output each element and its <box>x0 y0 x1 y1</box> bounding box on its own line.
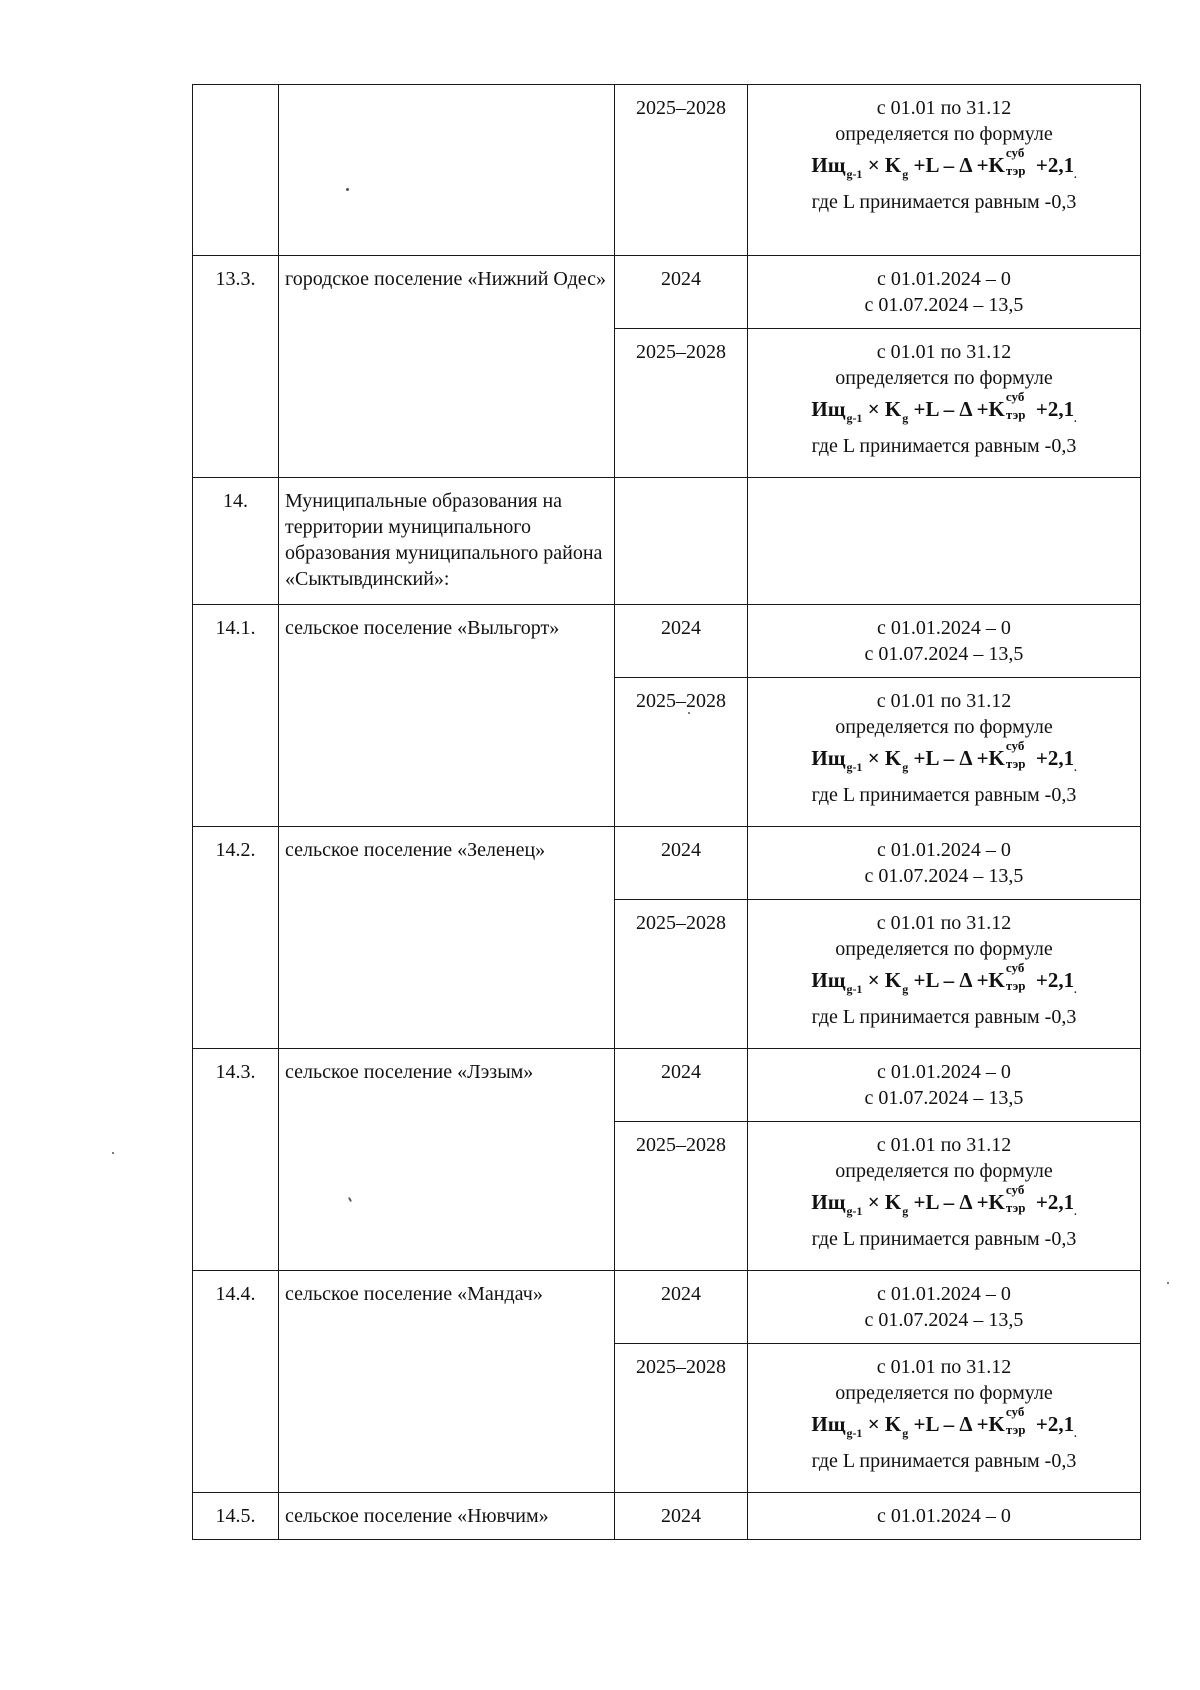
value-line: определяется по формуле <box>835 716 1053 738</box>
formula-superscript: суб <box>1005 145 1025 161</box>
value-cell <box>748 827 1141 900</box>
formula-subscript: . <box>1074 763 1077 774</box>
value-cell <box>748 1049 1141 1122</box>
value-cell <box>748 1271 1141 1344</box>
formula-term: +2,1 <box>1035 1412 1075 1436</box>
formula <box>754 960 1134 1002</box>
value-line: с 01.01 по 31.12 <box>876 1356 1012 1378</box>
value-cell <box>748 256 1141 329</box>
value-line: где L принимается равным -0,3 <box>811 435 1077 457</box>
row-number-cell: 14.5. <box>193 1493 279 1540</box>
municipality-name-cell: сельское поселение «Мандач» <box>279 1271 615 1493</box>
table-row <box>193 605 1141 678</box>
formula-term: +K <box>976 1412 1005 1436</box>
formula-term: K <box>884 968 902 992</box>
formula-subscript: g-1 <box>846 760 863 774</box>
formula-term: K <box>884 397 902 421</box>
formula-term: +K <box>976 968 1005 992</box>
period-cell: 2025–2028 <box>615 85 748 256</box>
value-cell <box>748 605 1141 678</box>
formula-subscript: тэр <box>1005 407 1026 423</box>
formula-supsub <box>1005 389 1036 426</box>
formula-term: +L <box>913 746 939 770</box>
table-row <box>193 827 1141 900</box>
value-line: с 01.07.2024 – 13,5 <box>864 294 1024 316</box>
formula-subscript: . <box>1074 170 1077 181</box>
formula-term: Ищ <box>811 746 846 770</box>
formula-term: Ищ <box>811 1412 846 1436</box>
formula-subscript: g <box>902 982 909 996</box>
formula-subscript: тэр <box>1005 1422 1026 1438</box>
formula-superscript: суб <box>1005 1182 1025 1198</box>
formula-term: Ищ <box>811 1190 846 1214</box>
value-cell <box>748 900 1141 1049</box>
formula-term: × <box>867 968 880 992</box>
value-line: с 01.01.2024 – 0 <box>877 1505 1011 1527</box>
formula-term: – Δ <box>943 1412 972 1436</box>
value-cell <box>748 1122 1141 1271</box>
value-line: с 01.01 по 31.12 <box>876 912 1012 934</box>
period-cell: 2025–2028 <box>615 329 748 478</box>
formula-term: Ищ <box>811 153 846 177</box>
value-line: где L принимается равным -0,3 <box>811 1006 1077 1028</box>
formula-term: +L <box>913 1412 939 1436</box>
value-line: определяется по формуле <box>835 367 1053 389</box>
value-cell <box>748 1493 1141 1540</box>
period-cell: 2024 <box>615 827 748 900</box>
formula-term: +2,1 <box>1035 746 1075 770</box>
table-row <box>193 1049 1141 1122</box>
formula-term: +L <box>913 153 939 177</box>
municipality-name-cell <box>279 85 615 256</box>
value-line: с 01.01.2024 – 0 <box>877 1061 1011 1083</box>
period-cell: 2025–2028 <box>615 1344 748 1493</box>
formula-term: – Δ <box>943 746 972 770</box>
row-number-cell: 13.3. <box>193 256 279 478</box>
formula-supsub <box>1005 1404 1036 1441</box>
row-number-cell: 14.4. <box>193 1271 279 1493</box>
value-line: где L принимается равным -0,3 <box>811 784 1077 806</box>
value-cell <box>748 478 1141 605</box>
formula-superscript: суб <box>1005 389 1025 405</box>
period-cell: 2024 <box>615 605 748 678</box>
scan-speck <box>688 712 690 714</box>
formula-term: +L <box>913 397 939 421</box>
value-line: с 01.07.2024 – 13,5 <box>864 1309 1024 1331</box>
period-cell: 2025–2028 <box>615 900 748 1049</box>
formula-subscript: тэр <box>1005 163 1026 179</box>
row-number-cell: 14.2. <box>193 827 279 1049</box>
formula-term: +L <box>913 1190 939 1214</box>
value-line: с 01.01 по 31.12 <box>876 690 1012 712</box>
row-number-cell <box>193 85 279 256</box>
formula-term: – Δ <box>943 1190 972 1214</box>
formula-term: K <box>884 746 902 770</box>
formula-term: +2,1 <box>1035 968 1075 992</box>
formula-term: × <box>867 1190 880 1214</box>
period-cell <box>615 478 748 605</box>
formula-subscript: g <box>902 1426 909 1440</box>
formula-superscript: суб <box>1005 738 1025 754</box>
value-line: определяется по формуле <box>835 1160 1053 1182</box>
formula-term: +L <box>913 968 939 992</box>
value-line: с 01.01.2024 – 0 <box>877 617 1011 639</box>
formula-term: – Δ <box>943 397 972 421</box>
table-row <box>193 256 1141 329</box>
municipality-name-cell: сельское поселение «Нювчим» <box>279 1493 615 1540</box>
row-number-cell: 14. <box>193 478 279 605</box>
formula <box>754 738 1134 780</box>
value-line: с 01.01 по 31.12 <box>876 341 1012 363</box>
formula-subscript: g <box>902 411 909 425</box>
formula-term: +2,1 <box>1035 1190 1075 1214</box>
formula-term: Ищ <box>811 968 846 992</box>
formula-term: × <box>867 1412 880 1436</box>
formula-term: × <box>867 153 880 177</box>
value-line: определяется по формуле <box>835 123 1053 145</box>
formula-subscript: g-1 <box>846 411 863 425</box>
value-line: с 01.01 по 31.12 <box>876 97 1012 119</box>
value-line: с 01.01.2024 – 0 <box>877 268 1011 290</box>
formula-supsub <box>1005 960 1036 997</box>
formula-subscript: . <box>1074 414 1077 425</box>
formula-term: +K <box>976 1190 1005 1214</box>
formula-subscript: g-1 <box>846 1426 863 1440</box>
value-cell <box>748 678 1141 827</box>
formula-term: × <box>867 397 880 421</box>
formula-subscript: g-1 <box>846 167 863 181</box>
period-cell: 2025–2028 <box>615 1122 748 1271</box>
value-line: где L принимается равным -0,3 <box>811 1228 1077 1250</box>
formula <box>754 1182 1134 1224</box>
formula <box>754 145 1134 187</box>
value-cell <box>748 1344 1141 1493</box>
value-cell <box>748 329 1141 478</box>
formula-supsub <box>1005 1182 1036 1219</box>
formula-term: +K <box>976 153 1005 177</box>
formula-subscript: g <box>902 760 909 774</box>
municipality-name-cell: городское поселение «Нижний Одес» <box>279 256 615 478</box>
period-cell: 2024 <box>615 1271 748 1344</box>
value-line: с 01.07.2024 – 13,5 <box>864 865 1024 887</box>
value-line: где L принимается равным -0,3 <box>811 1450 1077 1472</box>
scan-speck <box>1167 1282 1169 1284</box>
formula-subscript: g-1 <box>846 982 863 996</box>
scan-speck <box>346 188 349 191</box>
table-row <box>193 1271 1141 1344</box>
formula-superscript: суб <box>1005 960 1025 976</box>
value-line: определяется по формуле <box>835 938 1053 960</box>
formula-superscript: суб <box>1005 1404 1025 1420</box>
period-cell: 2024 <box>615 1493 748 1540</box>
formula <box>754 1404 1134 1446</box>
period-cell: 2025–2028 <box>615 678 748 827</box>
row-number-cell: 14.3. <box>193 1049 279 1271</box>
value-line: определяется по формуле <box>835 1382 1053 1404</box>
formula-term: K <box>884 1412 902 1436</box>
table-row <box>193 1493 1141 1540</box>
formula-subscript: тэр <box>1005 756 1026 772</box>
formula-term: Ищ <box>811 397 846 421</box>
value-line: с 01.01 по 31.12 <box>876 1134 1012 1156</box>
municipality-name-cell: сельское поселение «Зеленец» <box>279 827 615 1049</box>
formula-supsub <box>1005 738 1036 775</box>
formula-subscript: тэр <box>1005 1200 1026 1216</box>
formula-term: +K <box>976 397 1005 421</box>
value-line: с 01.07.2024 – 13,5 <box>864 1087 1024 1109</box>
municipality-name-cell: сельское поселение «Выльгорт» <box>279 605 615 827</box>
formula-term: × <box>867 746 880 770</box>
formula-term: +2,1 <box>1035 153 1075 177</box>
formula <box>754 389 1134 431</box>
value-line: с 01.01.2024 – 0 <box>877 839 1011 861</box>
value-line: с 01.07.2024 – 13,5 <box>864 643 1024 665</box>
row-number-cell: 14.1. <box>193 605 279 827</box>
tariff-table <box>192 84 1141 1540</box>
municipality-name-cell: Муниципальные образования на территории муниципального образования муниципального района «Сыктывдинский»: <box>279 478 615 605</box>
formula-subscript: g <box>902 1204 909 1218</box>
formula-subscript: g <box>902 167 909 181</box>
formula-supsub <box>1005 145 1036 182</box>
formula-term: – Δ <box>943 153 972 177</box>
formula-term: +K <box>976 746 1005 770</box>
period-cell: 2024 <box>615 1049 748 1122</box>
municipality-name-cell: сельское поселение «Лэзым» <box>279 1049 615 1271</box>
value-cell <box>748 85 1141 256</box>
formula-subscript: . <box>1074 1207 1077 1218</box>
value-line: где L принимается равным -0,3 <box>811 191 1077 213</box>
value-line: с 01.01.2024 – 0 <box>877 1283 1011 1305</box>
scan-speck <box>112 1152 114 1154</box>
formula-term: K <box>884 1190 902 1214</box>
formula-term: +2,1 <box>1035 397 1075 421</box>
table-row <box>193 85 1141 256</box>
formula-subscript: . <box>1074 985 1077 996</box>
formula-subscript: . <box>1074 1429 1077 1440</box>
period-cell: 2024 <box>615 256 748 329</box>
formula-subscript: g-1 <box>846 1204 863 1218</box>
table-row <box>193 478 1141 605</box>
formula-subscript: тэр <box>1005 978 1026 994</box>
formula-term: K <box>884 153 902 177</box>
formula-term: – Δ <box>943 968 972 992</box>
